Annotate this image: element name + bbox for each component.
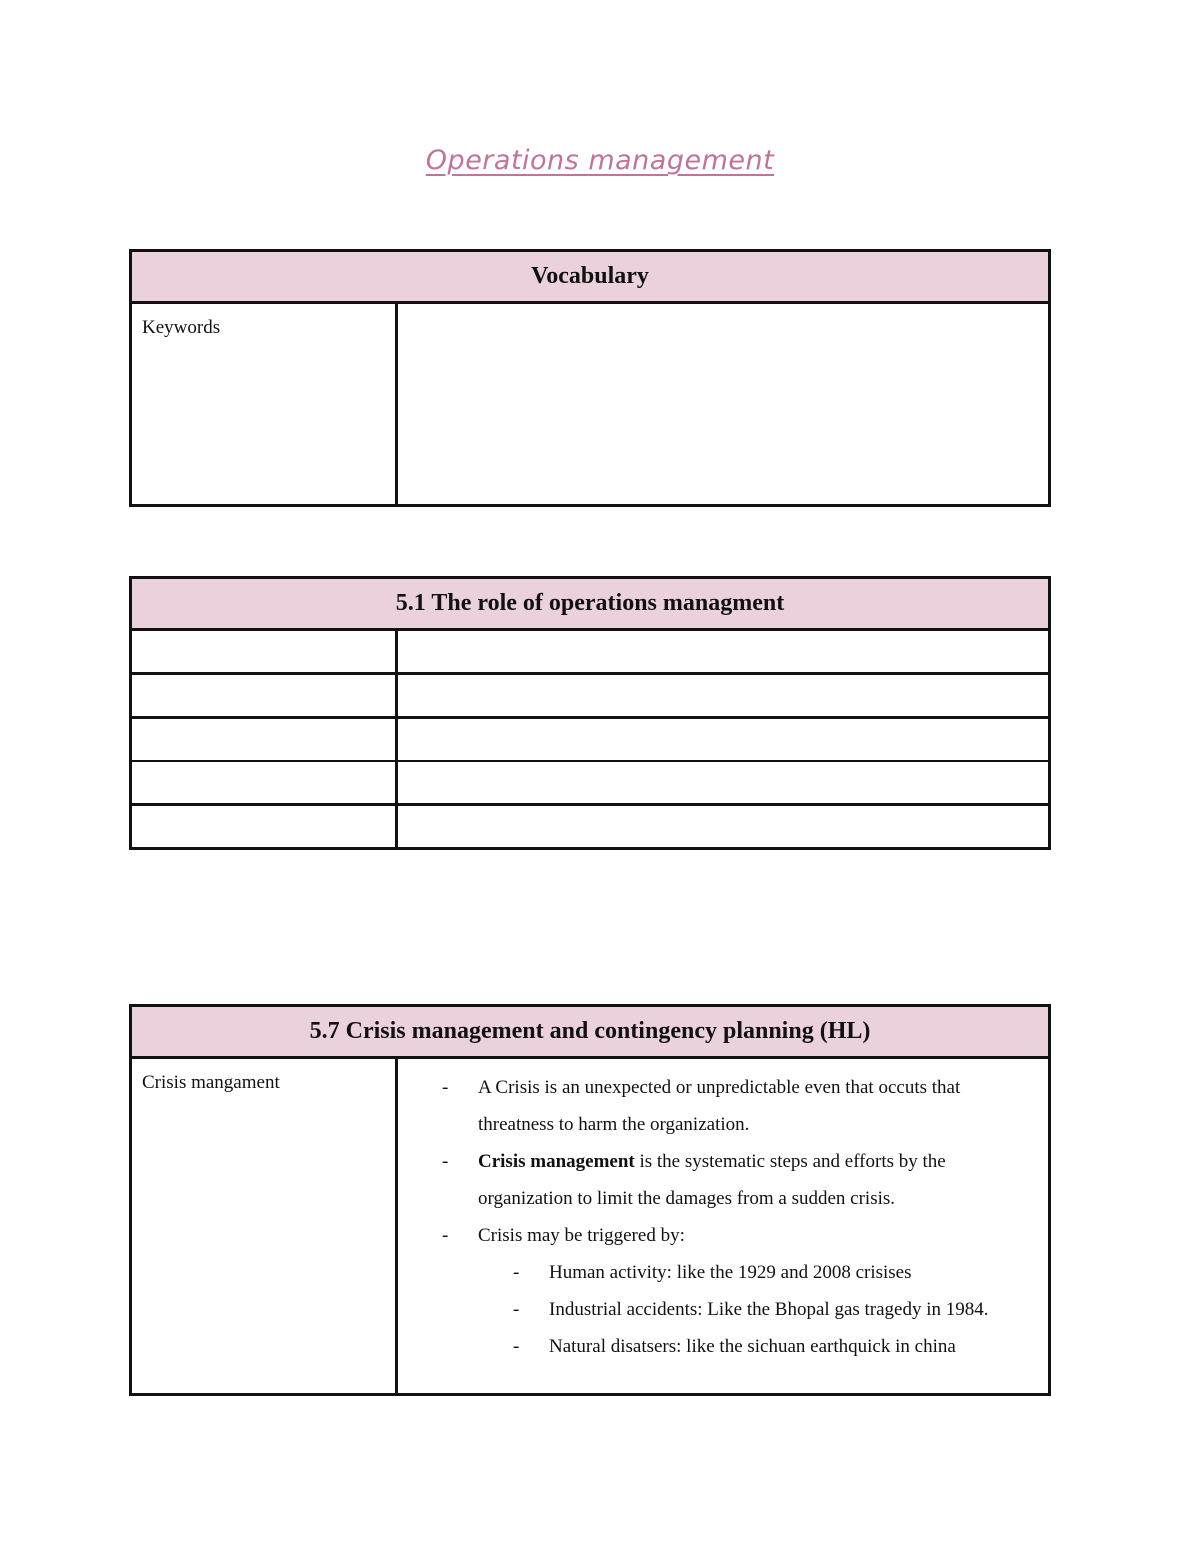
term-cell[interactable] <box>131 805 397 849</box>
list-item <box>398 1291 1028 1328</box>
bullet-dash: - <box>442 1225 449 1246</box>
bullet-dash: - <box>513 1299 520 1320</box>
crisis-term-cell[interactable] <box>131 1058 397 1395</box>
document-title: Operations management <box>425 145 775 176</box>
bullet-bold-term: Crisis management <box>478 1151 635 1172</box>
bullet-text: Crisis may be triggered by: <box>478 1225 685 1246</box>
list-item <box>398 1254 1028 1291</box>
table-row <box>131 630 1050 674</box>
vocabulary-header: Vocabulary <box>131 251 1050 303</box>
bullet-text: A Crisis is an unexpected or unpredictable even that occuts that threatness to harm the organization. <box>478 1077 961 1135</box>
bullet-text: Human activity: like the 1929 and 2008 crisises <box>549 1262 912 1283</box>
crisis-management-table <box>129 1004 1051 1396</box>
term-cell[interactable] <box>131 718 397 762</box>
definition-cell[interactable] <box>397 674 1050 718</box>
bullet-dash: - <box>442 1077 449 1098</box>
table-row <box>131 718 1050 762</box>
bullet-text: Natural disatsers: like the sichuan earthquick in china <box>549 1336 956 1357</box>
table-row <box>131 761 1050 805</box>
keywords-cell[interactable] <box>131 303 397 506</box>
definition-cell[interactable] <box>397 761 1050 805</box>
definition-cell[interactable] <box>397 630 1050 674</box>
term-cell[interactable] <box>131 761 397 805</box>
definition-cell[interactable] <box>397 718 1050 762</box>
crisis-notes-list <box>398 1059 1048 1365</box>
list-item <box>398 1217 1028 1254</box>
role-of-operations-table <box>129 576 1051 850</box>
table-row <box>131 805 1050 849</box>
bullet-text: is the systematic steps and efforts by the organization to limit the damages from a sudden crisis. <box>478 1151 946 1209</box>
table-row <box>131 674 1050 718</box>
keywords-definition-cell[interactable] <box>397 303 1050 506</box>
list-item <box>398 1143 1028 1217</box>
bullet-dash: - <box>442 1151 449 1172</box>
term-cell[interactable] <box>131 674 397 718</box>
bullet-dash: - <box>513 1336 520 1357</box>
crisis-term-label: Crisis mangament <box>142 1072 280 1093</box>
list-item <box>398 1069 1028 1143</box>
bullet-dash: - <box>513 1262 520 1283</box>
crisis-notes-cell[interactable] <box>397 1058 1050 1395</box>
bullet-text: Industrial accidents: Like the Bhopal gas tragedy in 1984. <box>549 1299 989 1320</box>
vocabulary-table <box>129 249 1051 507</box>
crisis-management-header: 5.7 Crisis management and contingency planning (HL) <box>131 1006 1050 1058</box>
keywords-label: Keywords <box>142 317 221 338</box>
role-of-operations-header: 5.1 The role of operations managment <box>131 578 1050 630</box>
list-item <box>398 1328 1028 1365</box>
term-cell[interactable] <box>131 630 397 674</box>
definition-cell[interactable] <box>397 805 1050 849</box>
